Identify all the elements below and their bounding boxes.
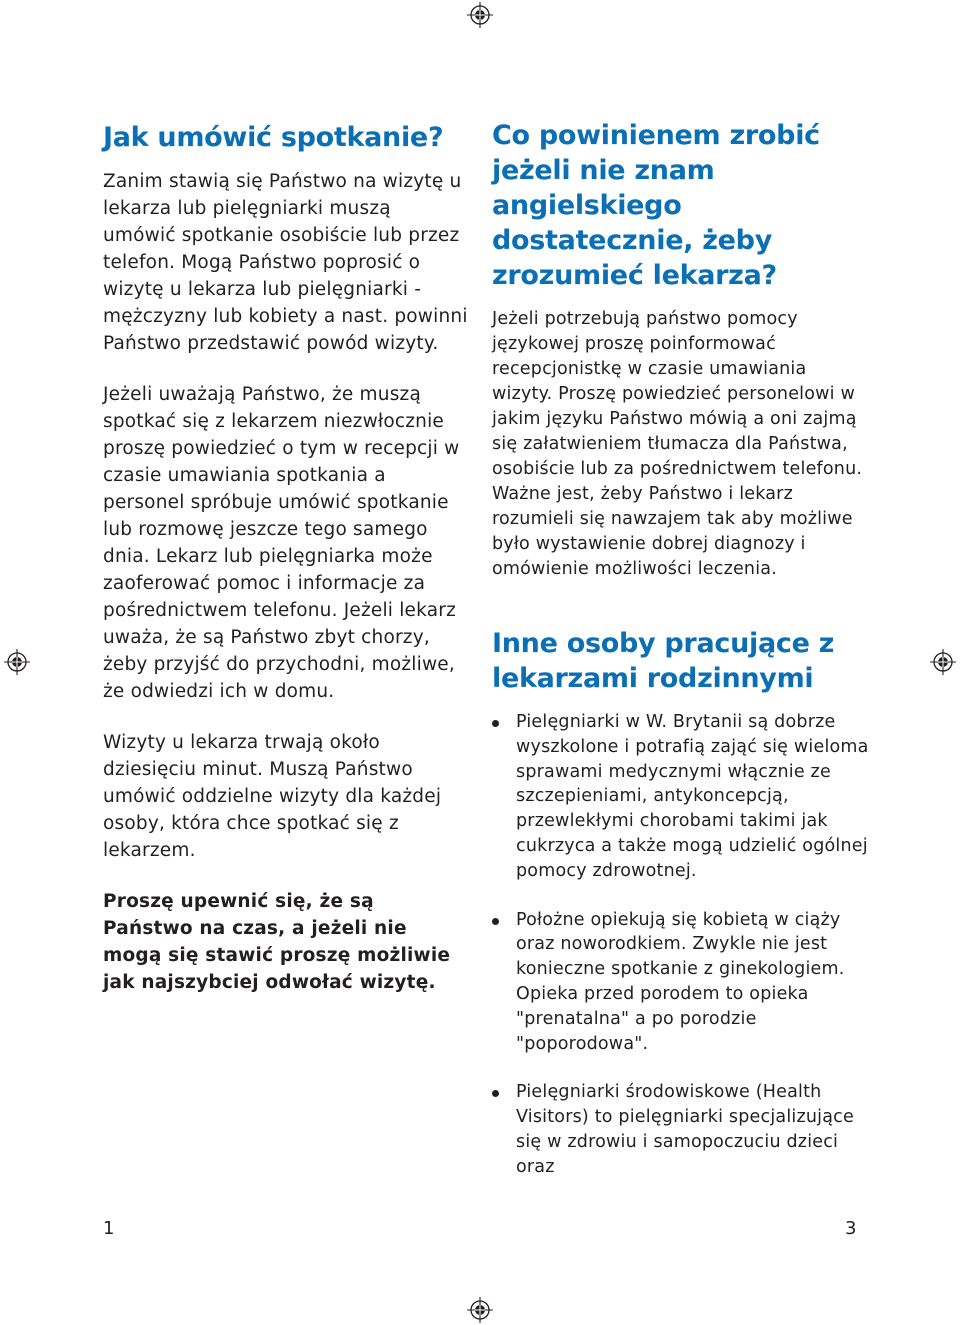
section-heading-language: Co powinienem zrobić jeżeli nie znam angielskiego dostatecznie, żeby zrozumieć lekarza? [492, 120, 820, 291]
list-item [492, 908, 870, 1057]
registration-mark-icon [467, 2, 493, 28]
list-item-text: Pielęgniarki w W. Brytanii są dobrze wyszkolone i potrafią zająć się wieloma sprawami medycznymi włącznie ze szczepieniami, antykoncepcją, przewlekłymi chorobami takimi jak cukrzyca a także mogą udzielić ogólnej pomocy zdrowotnej. [516, 712, 869, 881]
section-heading-appointment: Jak umówić spotkanie? [103, 122, 444, 153]
page-number-right: 3 [845, 1218, 857, 1239]
list-item-text: Położne opiekują się kobietą w ciąży oraz noworodkiem. Zwykle nie jest konieczne spotkanie z ginekologiem. Opieka przed porodem to opieka "prenatalna" a po porodzie "poporodowa". [516, 909, 845, 1054]
staff-list [492, 710, 870, 1180]
paragraph-language-help: Jeżeli potrzebują państwo pomocy językowej proszę poinformować recepcjonistkę w czasie umawiania wizyty. Proszę powiedzieć personelowi w jakim języku Państwo mówią a oni zajmą się załatwieniem tłumacza dla Państwa, osobiście lub za pośrednictwem telefonu. Ważne jest, żeby Państwo i lekarz rozumieli się nawzajem tak aby możliwe było wystawienie dobrej diagnozy i omówienie możliwości leczenia. [492, 309, 863, 579]
paragraph-booking: Zanim stawią się Państwo na wizytę u lekarza lub pielęgniarki muszą umówić spotkanie osobiście lub przez telefon. Mogą Państwo poprosić o wizytę u lekarza lub pielęgniarki - mężczyzny lub kobiety a nast. powinni Państwo przedstawić powód wizyty. [103, 171, 468, 354]
bullet-icon [492, 918, 499, 925]
registration-mark-icon [4, 649, 30, 675]
left-column [103, 118, 468, 996]
right-column [492, 118, 870, 1180]
bullet-icon [492, 720, 499, 727]
list-item [492, 1080, 870, 1179]
section-heading-other-staff: Inne osoby pracujące z lekarzami rodzinnymi [492, 628, 835, 694]
registration-mark-icon [930, 649, 956, 675]
list-item-text: Pielęgniarki środowiskowe (Health Visitors) to pielęgniarki specjalizujące się w zdrowiu i samopoczuciu dzieci oraz [516, 1082, 854, 1177]
paragraph-punctuality: Proszę upewnić się, że są Państwo na czas, a jeżeli nie mogą się stawić proszę możliwie jak najszybciej odwołać wizytę. [103, 891, 451, 993]
bullet-icon [492, 1090, 499, 1097]
page-number-left: 1 [103, 1218, 115, 1239]
paragraph-duration: Wizyty u lekarza trwają około dziesięciu minut. Muszą Państwo umówić oddzielne wizyty dla każdej osoby, która chce spotkać się z lekarzem. [103, 732, 442, 861]
registration-mark-icon [467, 1297, 493, 1323]
paragraph-urgent: Jeżeli uważają Państwo, że muszą spotkać się z lekarzem niezwłocznie proszę powiedzieć o tym w recepcji w czasie umawiania spotkania a personel spróbuje umówić spotkanie lub rozmowę jeszcze tego samego dnia. Lekarz lub pielęgniarka może zaoferować pomoc i informacje za pośrednictwem telefonu. Jeżeli lekarz uważa, że są Państwo zbyt chorzy, żeby przyjść do przychodni, możliwe, że odwiedzi ich w domu. [103, 384, 460, 702]
list-item [492, 710, 870, 884]
